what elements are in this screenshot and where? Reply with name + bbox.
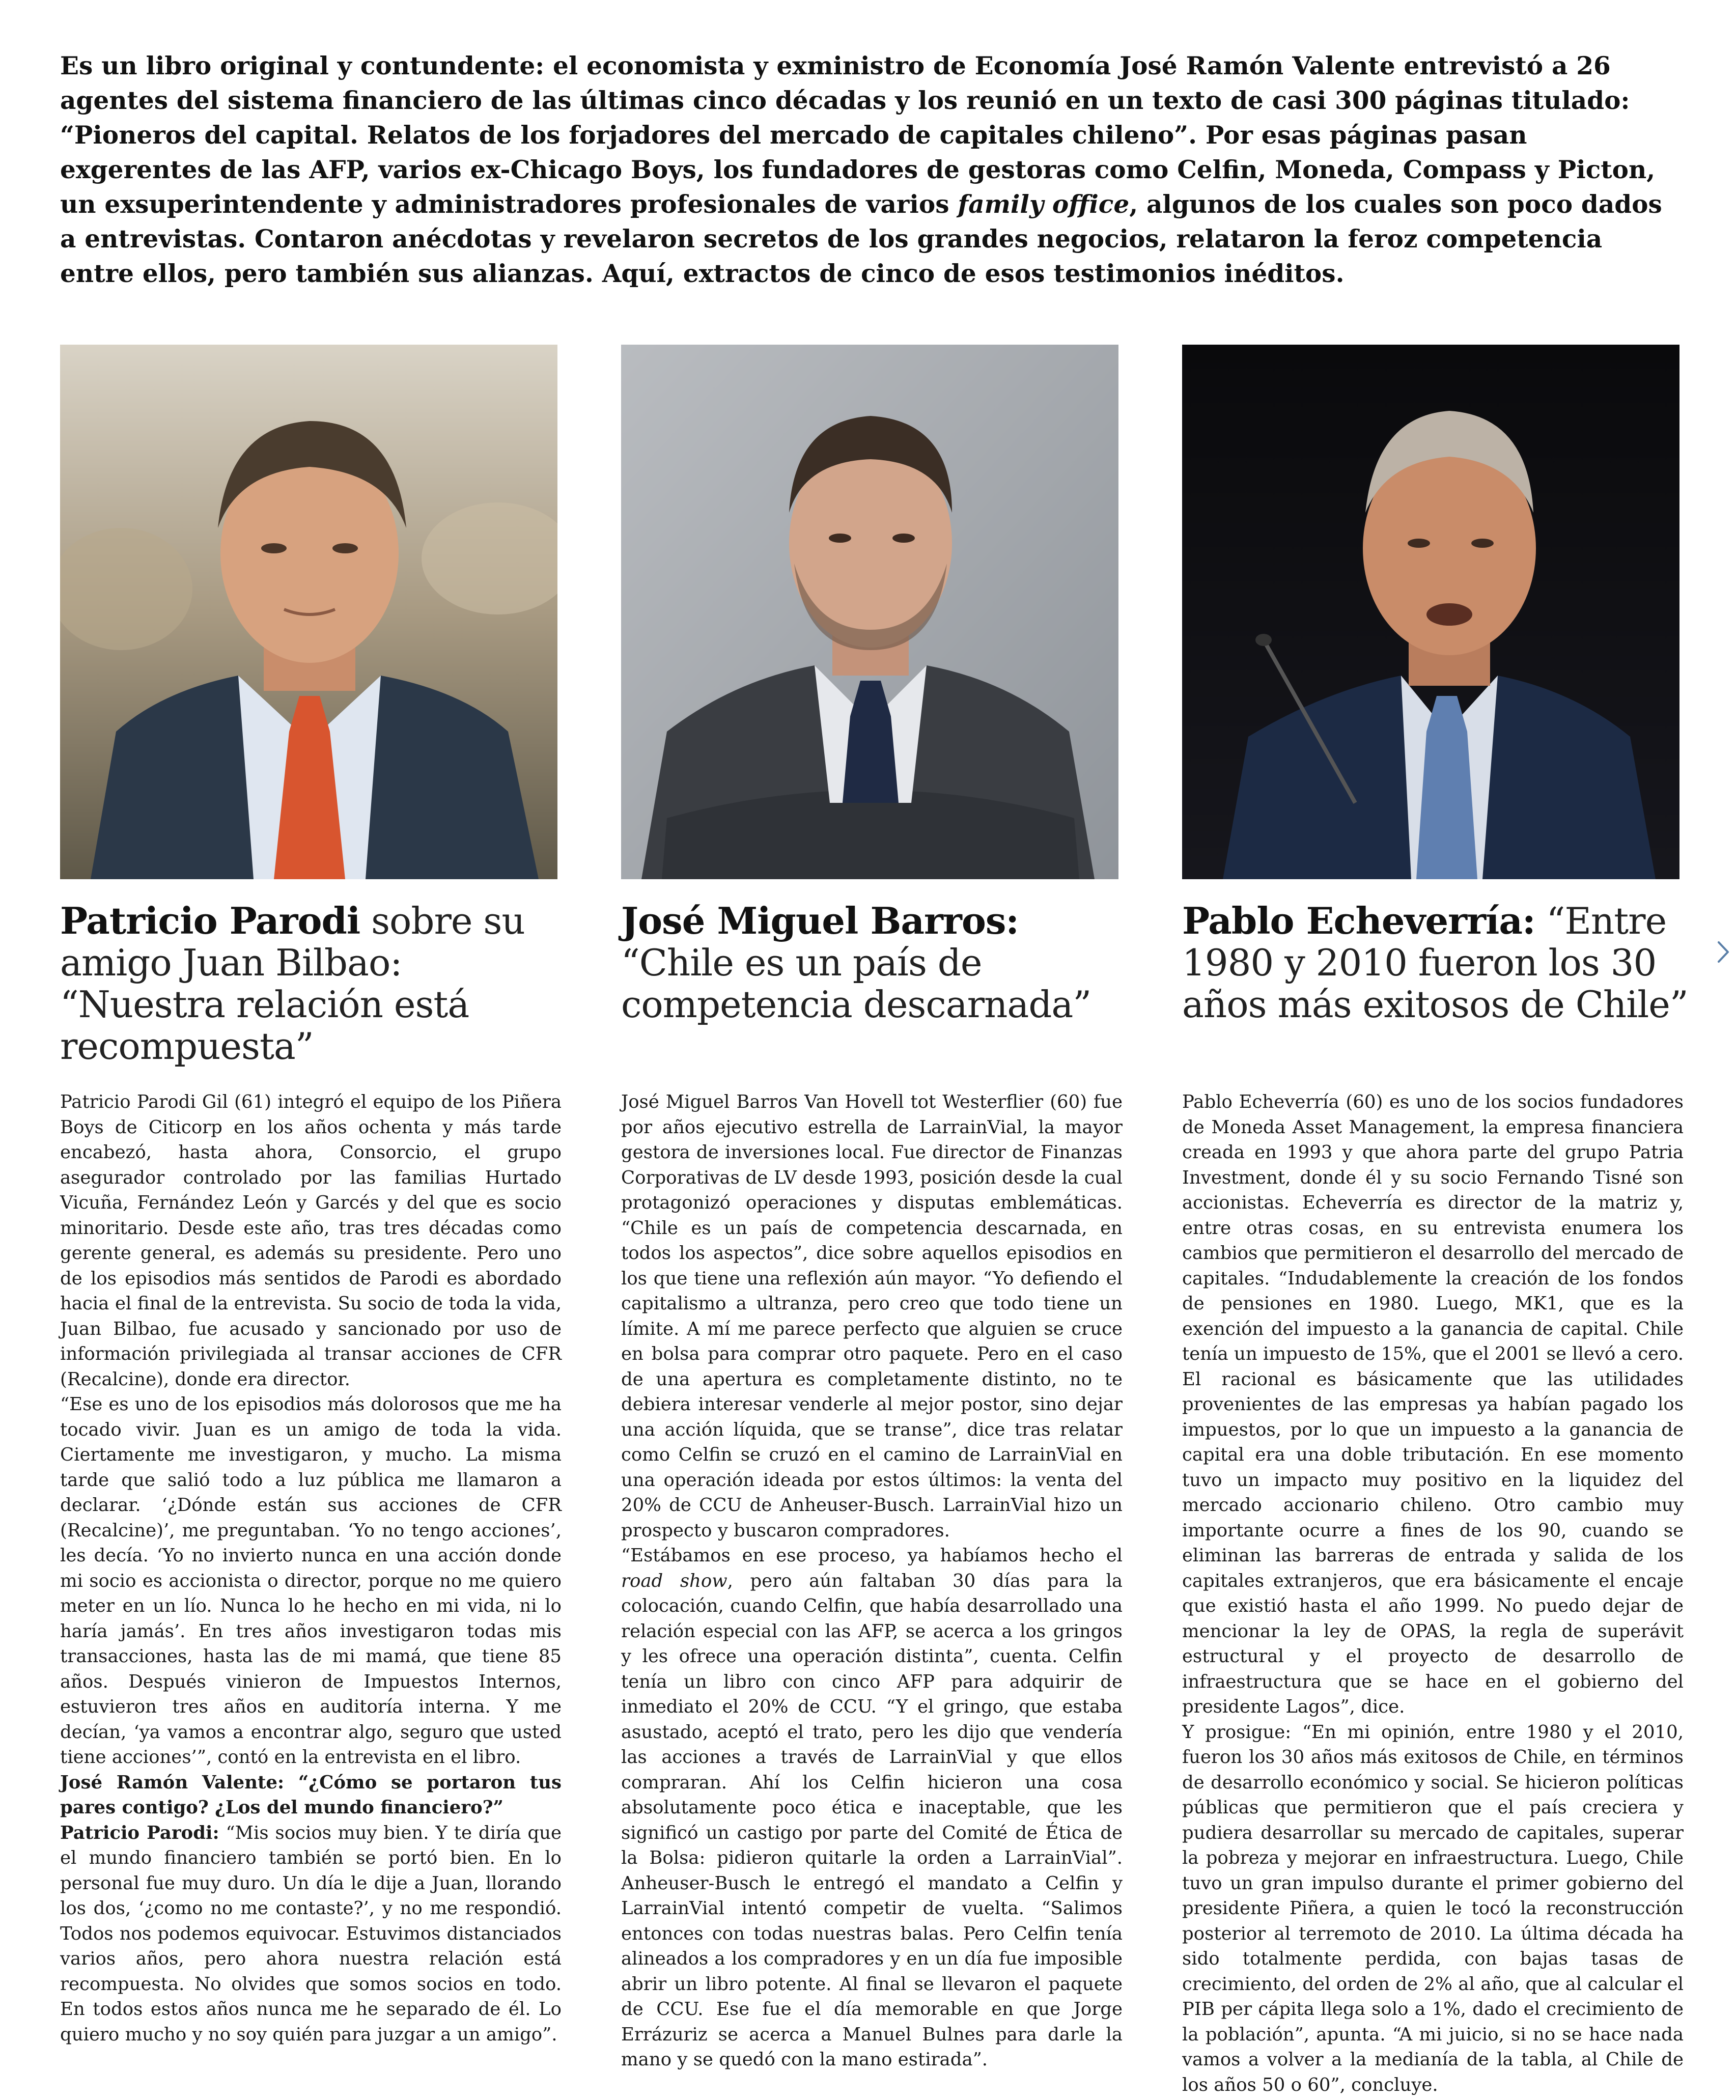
- body-paragraph: “Ese es uno de los episodios más dolorosos que me ha tocado vivir. Juan es un amigo de toda la vida. Ciertamente me investigaron, y mucho. La misma tarde que salió todo a luz pública me llamaron a declarar. ‘¿Dónde están sus acciones de CFR (Recalcine)’, me preguntaban. ‘Yo no tengo acciones’, les decía. ‘Yo no invierto nunca en una acción donde mi socio es accionista o director, porque no me quiero meter en un lío. Nunca lo he hecho en mi vida, ni lo haría jamás’. En tres años investigaron todas mis transacciones, hasta las de mi mamá, que tiene 85 años. Después vinieron de Impuestos Internos, estuvieron tres años en auditoría interna. Y me decían, ‘ya vamos a encontrar algo, seguro que usted tiene acciones’”, contó en la entrevista en el libro.: [60, 1394, 562, 1768]
- body-text: , pero aún faltaban 30 días para la colocación, cuando Celfin, que había desarrollado una relación especial con las AFP, se acerca a los gringos y les ofrece una operación distinta”, cuenta. Celfin tenía un libro con cinco AFP para adquirir de inmediato el 20% de CCU. “Y el gringo, que estaba asustado, aceptó el trato, pero les dijo que vendería las acciones a través de LarrainVial y que ellos compraran. Ahí los Celfin hicieron una cosa absolutamente poco ética e inaceptable, que les significó un castigo por parte del Comité de Ética de la Bolsa: pidieron quitarle la orden a LarrainVial”. Anheuser-Busch le entregó el mandato a Celfin y LarrainVial intentó competir de vuelta. “Salimos entonces con todas nuestras balas. Pero Celfin tenía alineados a los compradores y en un día fue imposible abrir un libro potente. Al final se llevaron el paquete de CCU. Ese fue el día memorable en que Jorge Errázuriz se acerca a Manuel Bulnes para darle la mano y se quedó con la mano estirada”.: [621, 1570, 1123, 2070]
- article-body-barros: [621, 1089, 1123, 2073]
- intro-paragraph: [60, 49, 1679, 291]
- article-body-echeverria: [1182, 1089, 1684, 2097]
- headline-name: Patricio Parodi: [60, 899, 360, 942]
- portrait-photo-echeverria: [1182, 345, 1679, 879]
- intro-text-2: , algunos de los cuales son poco dados a entrevistas. Contaron anécdotas y revelaron secretos de los grandes negocios, relataron la feroz competencia entre ellos, pero también sus alianzas. Aquí, extractos de cinco de esos testimonios inéditos.: [60, 190, 1662, 288]
- body-paragraph: José Miguel Barros Van Hovell tot Westerflier (60) fue por años ejecutivo estrella de LarrainVial, la mayor gestora de inversiones local. Fue director de Finanzas Corporativas de LV desde 1993, posición desde la cual protagonizó operaciones y disputas emblemáticas. “Chile es un país de competencia descarnada, en todos los aspectos”, dice sobre aquellos episodios en los que tiene una reflexión aún mayor. “Yo defiendo el capitalismo a ultranza, pero creo que todo tiene un límite. A mí me parece perfecto que alguien se cruce en bolsa para comprar otro paquete. Pero en el caso de una apertura es completamente distinto, no te debiera interesar venderle al mejor postor, sino dejar una acción líquida, que se transe”, dice tras relatar como Celfin se cruzó en el camino de LarrainVial en una operación ideada por estos últimos: la venta del 20% de CCU de Anheuser-Busch. LarrainVial hizo un prospecto y buscaron compradores.: [621, 1091, 1123, 1541]
- intro-italic: family office: [958, 190, 1130, 219]
- interview-answer: [60, 1821, 562, 2048]
- body-italic: road show: [621, 1570, 727, 1591]
- portrait-photo-barros: [621, 345, 1118, 879]
- body-paragraph: [621, 1543, 1123, 2073]
- portrait-photo-parodi: [60, 345, 557, 879]
- body-paragraph: Y prosigue: “En mi opinión, entre 1980 y el 2010, fueron los 30 años más exitosos de Chile, en términos de desarrollo económico y social. Se hicieron políticas públicas que permitieron que el país creciera y pudiera desarrollar su mercado de capitales, superar la pobreza y mejorar en infraestructura. Luego, Chile tuvo un gran impulso durante el primer gobierno del presidente Piñera, a quien le tocó la reconstrucción posterior al terremoto de 2010. La última década ha sido totalmente perdida, con bajas tasas de crecimiento, del orden de 2% al año, que al calcular el PIB per cápita llega solo a 1%, dado el crecimiento de la población”, apunta. “A mi juicio, si no se hace nada vamos a volver a la medianía de la tabla, al Chile de los años 50 o 60”, concluye.: [1182, 1721, 1684, 2095]
- headline-barros: [621, 900, 1130, 1025]
- headline-text: “Chile es un país de competencia descarnada”: [621, 941, 1091, 1026]
- headline-parodi: [60, 900, 569, 1067]
- headline-name: José Miguel Barros:: [621, 899, 1019, 942]
- interview-question: [60, 1770, 562, 1821]
- question-text: “¿Cómo se portaron tus pares contigo? ¿Los del mundo financiero?”: [60, 1772, 562, 1818]
- headline-text: “Entre 1980 y 2010 fueron los 30 años más exitosos de Chile”: [1182, 900, 1688, 1026]
- headline-text: sobre su amigo Juan Bilbao: “Nuestra relación está recompuesta”: [60, 900, 525, 1068]
- body-paragraph: Pablo Echeverría (60) es uno de los socios fundadores de Moneda Asset Management, la empresa financiera creada en 1993 y que ahora parte del grupo Patria Investment, donde él y su socio Fernando Tisné son accionistas. Echeverría es director de la matriz y, entre otras cosas, en su entrevista enumera los cambios que permitieron el desarrollo del mercado de capitales. “Indudablemente la creación de los fondos de pensiones en 1980. Luego, MK1, que es la exención del impuesto a la ganancia de capital. Chile tenía un impuesto de 15%, que el 2001 se llevó a cero. El racional es básicamente que las utilidades provenientes de las empresas ya habían pagado los impuestos, por lo que un impuesto a la ganancia de capital era una doble tributación. En ese momento tuvo un impacto muy positivo en la liquidez del mercado accionario chileno. Otro cambio muy importante ocurre a fines de los 90, cuando se eliminan las barreras de entrada y salida de los capitales extranjeros, que era básicamente el encaje que existió hasta el año 1999. No puedo dejar de mencionar la ley de OPAS, la regla de superávit estructural y el proyecto de desarrollo de infraestructura que se hace en el gobierno del presidente Lagos”, dice.: [1182, 1091, 1684, 1717]
- headline-name: Pablo Echeverría:: [1182, 899, 1535, 942]
- body-text: “Estábamos en ese proceso, ya habíamos hecho el: [621, 1545, 1123, 1566]
- headline-echeverria: [1182, 900, 1691, 1025]
- answer-speaker: Patricio Parodi:: [60, 1822, 219, 1843]
- answer-text: “Mis socios muy bien. Y te diría que el mundo financiero también se portó bien. En lo personal fue muy duro. Un día le dije a Juan, llorando los dos, ‘¿como no me contaste?’, y no me respondió. Todos nos podemos equivocar. Estuvimos distanciados varios años, pero ahora nuestra relación está recompuesta. No olvides que somos socios en todo. En todos estos años nunca me he separado de él. Lo quiero mucho y no soy quién para juzgar a un amigo”.: [60, 1822, 562, 2045]
- intro-text-1: Es un libro original y contundente: el economista y exministro de Economía José Ramón Valente entrevistó a 26 agentes del sistema financiero de las últimas cinco décadas y los reunió en un texto de casi 300 páginas titulado: “Pioneros del capital. Relatos de los forjadores del mercado de capitales chileno”. Por esas páginas pasan exgerentes de las AFP, varios ex-Chicago Boys, los fundadores de gestoras como Celfin, Moneda, Compass y Picton, un exsuperintendente y administradores profesionales de varios: [60, 51, 1656, 219]
- body-paragraph: Patricio Parodi Gil (61) integró el equipo de los Piñera Boys de Citicorp en los años ochenta y más tarde encabezó, hasta ahora, Consorcio, el grupo asegurador controlado por las familias Hurtado Vicuña, Fernández León y Garcés y del que es socio minoritario. Desde este año, tras tres décadas como gerente general, es además su presidente. Pero uno de los episodios más sentidos de Parodi es abordado hacia el final de la entrevista. Su socio de toda la vida, Juan Bilbao, fue acusado y sancionado por uso de información privilegiada al transar acciones de CFR (Recalcine), donde era director.: [60, 1091, 562, 1390]
- question-speaker: José Ramón Valente:: [60, 1772, 285, 1793]
- article-body-parodi: [60, 1089, 562, 2047]
- chevron-right-icon[interactable]: [1716, 939, 1731, 965]
